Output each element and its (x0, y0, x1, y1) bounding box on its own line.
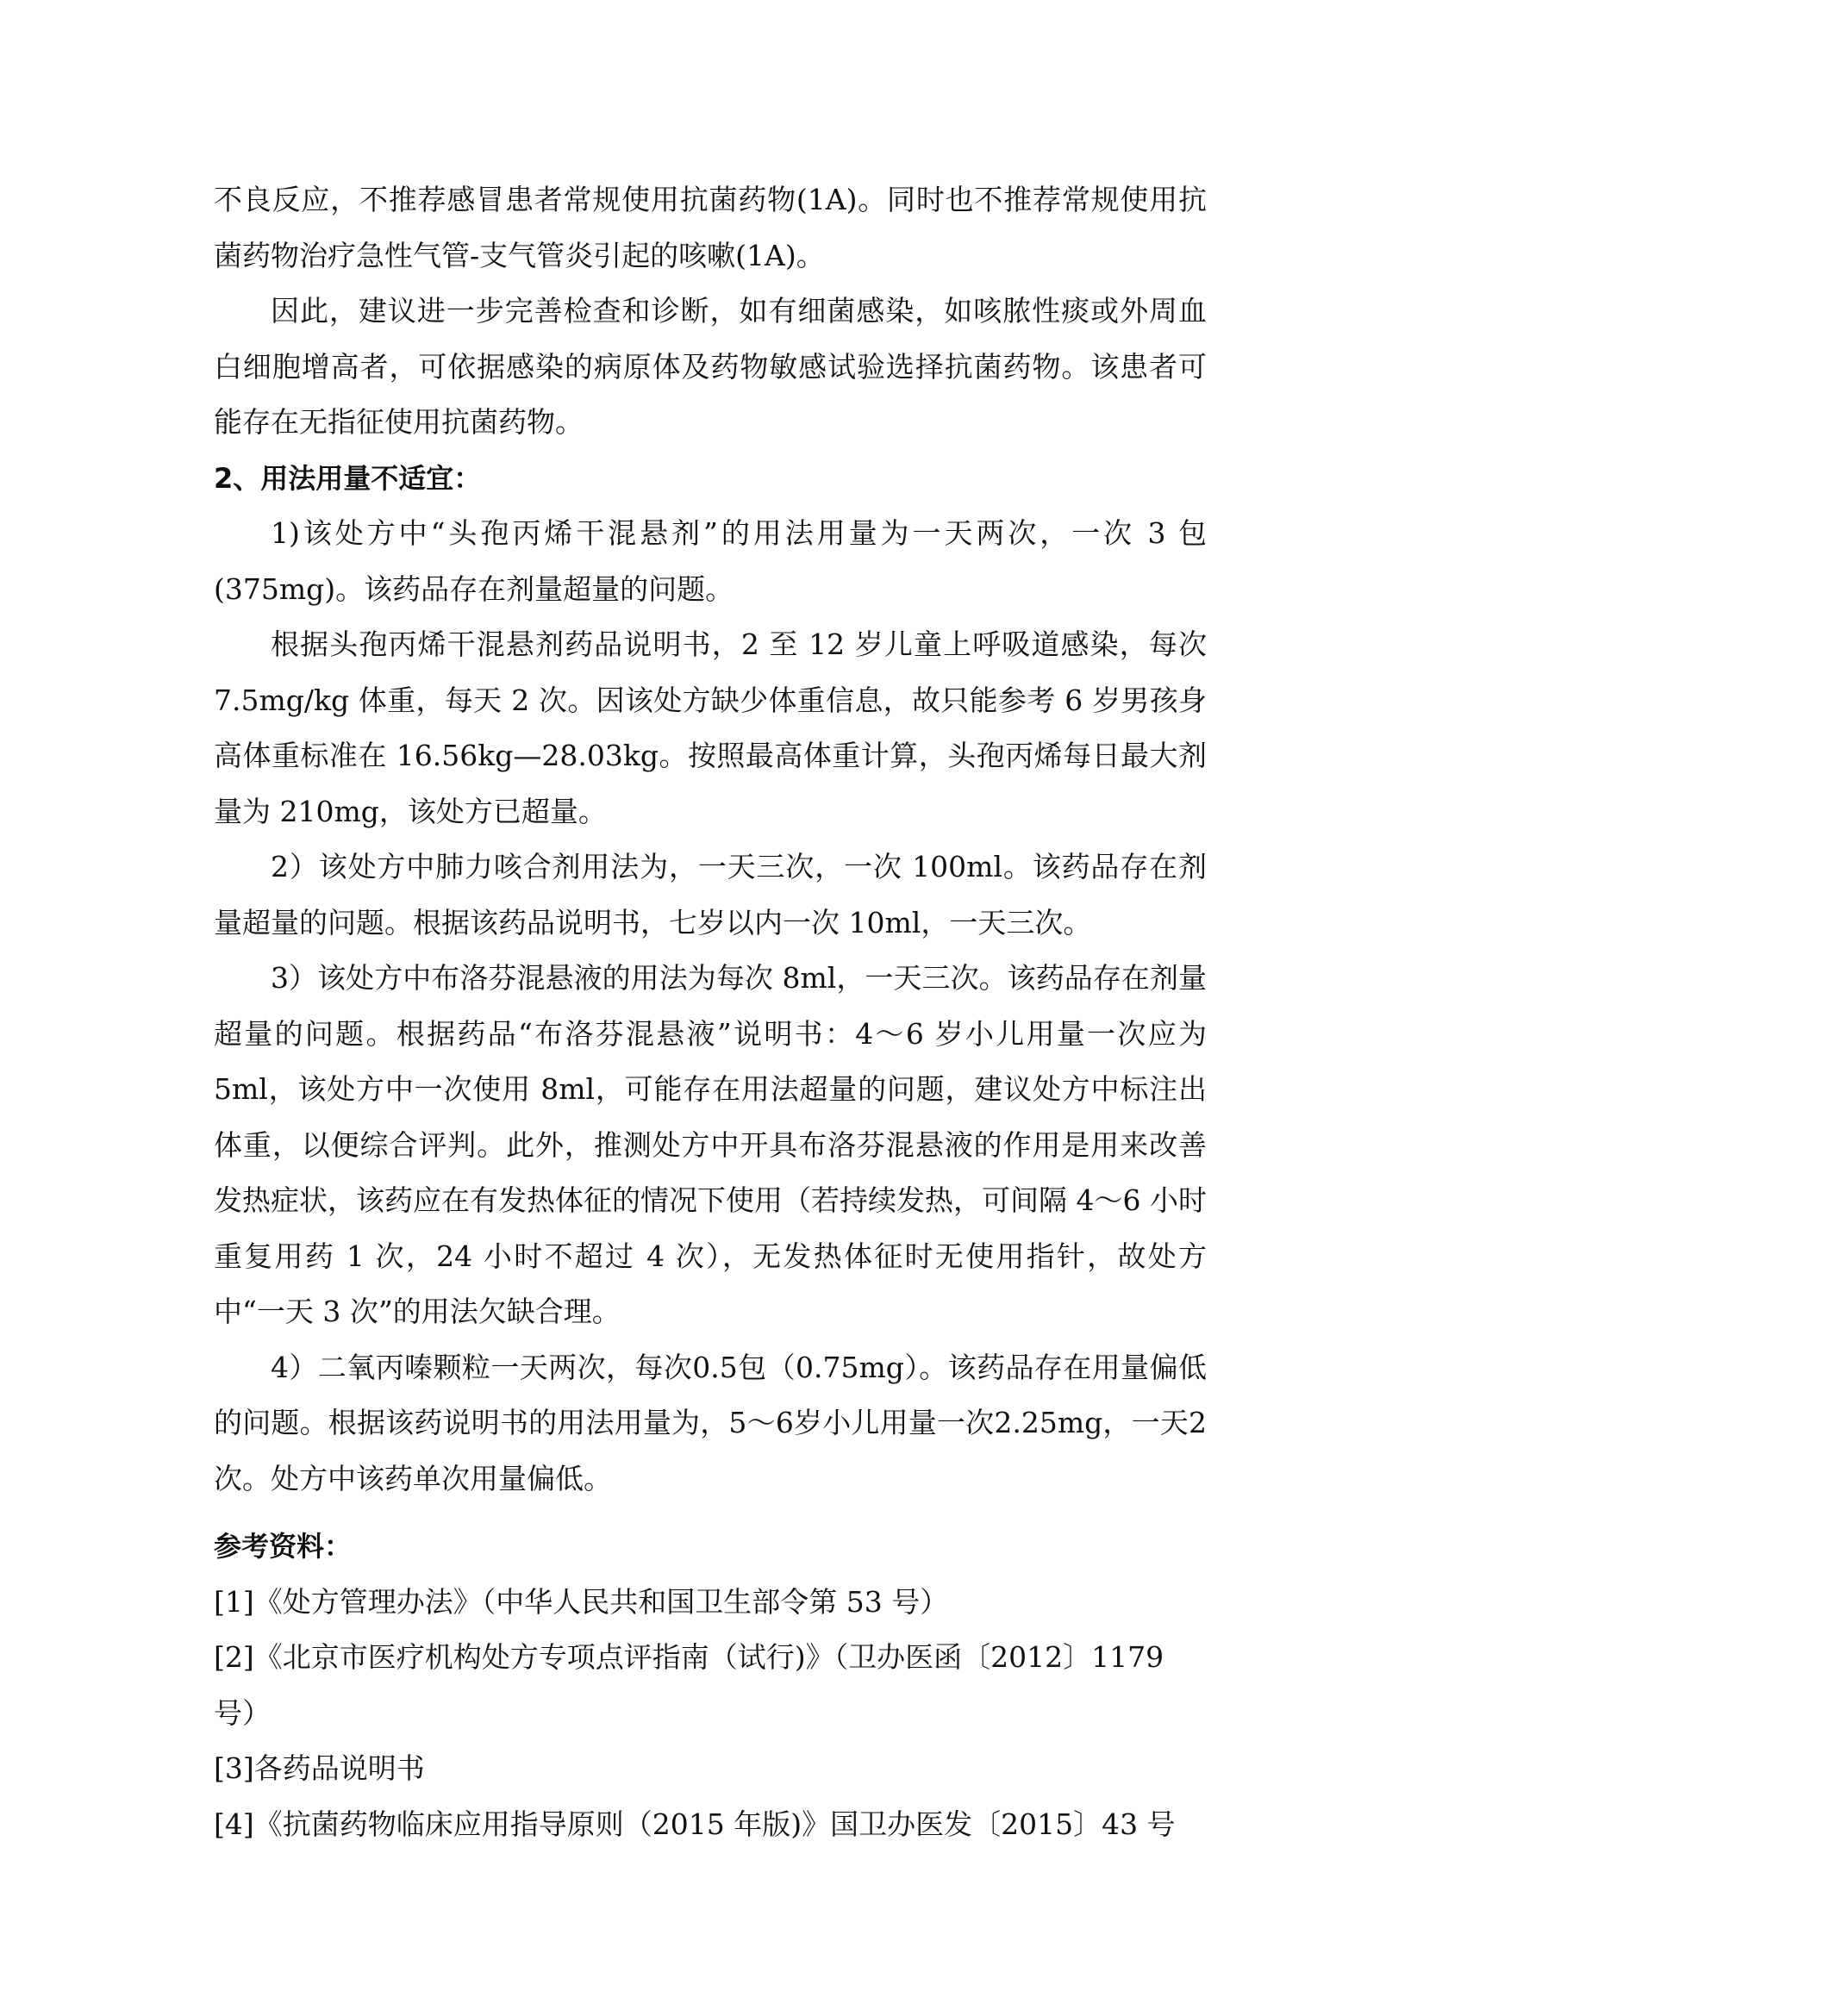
document-body (214, 172, 1207, 1852)
dosage-item-feilike: 2）该处方中肺力咳合剂用法为，一天三次，一次 100ml。该药品存在剂量超量的问题。根据该药品说明书，七岁以内一次 10ml，一天三次。 (214, 850, 1207, 939)
reference-item: [3]各药品说明书 (214, 1751, 425, 1785)
reference-item: [4]《抗菌药物临床应用指导原则（2015 年版)》国卫办医发〔2015〕43 号 (214, 1807, 1176, 1841)
dosage-item-ibuprofen: 3）该处方中布洛芬混悬液的用法为每次 8ml，一天三次。该药品存在剂量超量的问题。根据药品“布洛芬混悬液”说明书：4～6 岁小儿用量一次应为 5ml，该处方中一次使用 8ml，可能存在用法超量的问题，建议处方中标注出体重，以便综合评判。此外，推测处方中开具布洛芬混悬液的作用是用来改善发热症状，该药应在有发热体征的情况下使用（若持续发热，可间隔 4～6 小时重复用药 1 次，24 小时不超过 4 次），无发热体征时无使用指针，故处方中“一天 3 次”的用法欠缺合理。 (214, 961, 1207, 1328)
paragraph-adverse-reactions: 不良反应，不推荐感冒患者常规使用抗菌药物(1A)。同时也不推荐常规使用抗菌药物治疗急性气管-支气管炎引起的咳嗽(1A)。 (214, 183, 1207, 272)
section-heading-references: 参考资料： (214, 1530, 353, 1563)
dosage-item-cefprozil: 1)该处方中“头孢丙烯干混悬剂”的用法用量为一天两次，一次 3 包(375mg)。该药品存在剂量超量的问题。 (214, 516, 1207, 606)
dosage-item-cefprozil-basis: 根据头孢丙烯干混悬剂药品说明书，2 至 12 岁儿童上呼吸道感染，每次 7.5mg/kg 体重，每天 2 次。因该处方缺少体重信息，故只能参考 6 岁男孩身高体重标准在 16.56kg—28.03kg。按照最高体重计算，头孢丙烯每日最大剂量为 210mg，该处方已超量。 (214, 627, 1207, 828)
reference-item: [2]《北京市医疗机构处方专项点评指南（试行)》（卫办医函〔2012〕1179 号） (214, 1640, 1164, 1730)
paragraph-recommendation: 因此，建议进一步完善检查和诊断，如有细菌感染，如咳脓性痰或外周血白细胞增高者，可依据感染的病原体及药物敏感试验选择抗菌药物。该患者可能存在无指征使用抗菌药物。 (214, 294, 1207, 439)
section-heading-dosage: 2、用法用量不适宜： (214, 461, 482, 495)
reference-item: [1]《处方管理办法》（中华人民共和国卫生部令第 53 号） (214, 1584, 949, 1619)
dosage-item-oxomemazine: 4）二氧丙嗪颗粒一天两次，每次0.5包（0.75mg）。该药品存在用量偏低的问题。根据该药说明书的用法用量为，5～6岁小儿用量一次2.25mg，一天2次。处方中该药单次用量偏低。 (214, 1350, 1207, 1495)
